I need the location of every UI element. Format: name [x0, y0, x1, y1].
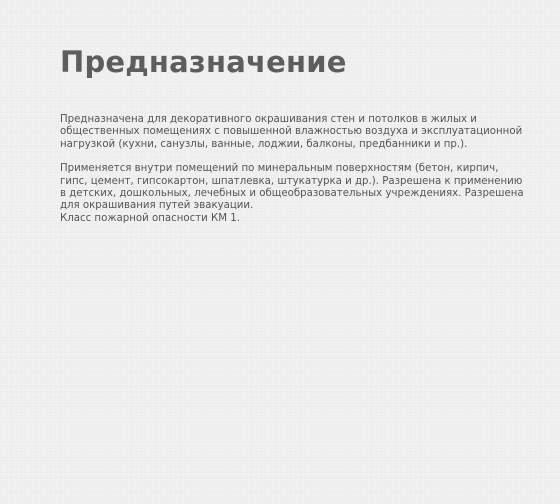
text-line: общественных помещениях с повышенной влажностью воздуха и эксплуатационной — [60, 126, 523, 138]
text-line: Предназначена для декоративного окрашивания стен и потолков в жилых и — [60, 114, 477, 125]
text-line: для окрашивания путей эвакуации. — [60, 200, 254, 212]
text-line: в детских, дошкольных, лечебных и общеобразовательных учреждениях. Разрешена — [60, 188, 524, 200]
section-title: Предназначение — [60, 45, 347, 79]
text-line: нагрузкой (кухни, санузлы, ванные, лоджии, балконы, предбанники и пр.). — [60, 138, 468, 150]
purpose-section — [60, 45, 530, 225]
text-line: Применяется внутри помещений по минеральным поверхностям (бетон, кирпич, — [60, 163, 499, 175]
paragraph-application — [60, 163, 530, 225]
text-line: гипс, цемент, гипсокартон, шпатлевка, штукатурка и др.). Разрешена к применению — [60, 175, 523, 187]
section-body — [60, 114, 530, 225]
paragraph-purpose — [60, 114, 530, 151]
text-line: Класс пожарной опасности КМ 1. — [60, 212, 240, 224]
